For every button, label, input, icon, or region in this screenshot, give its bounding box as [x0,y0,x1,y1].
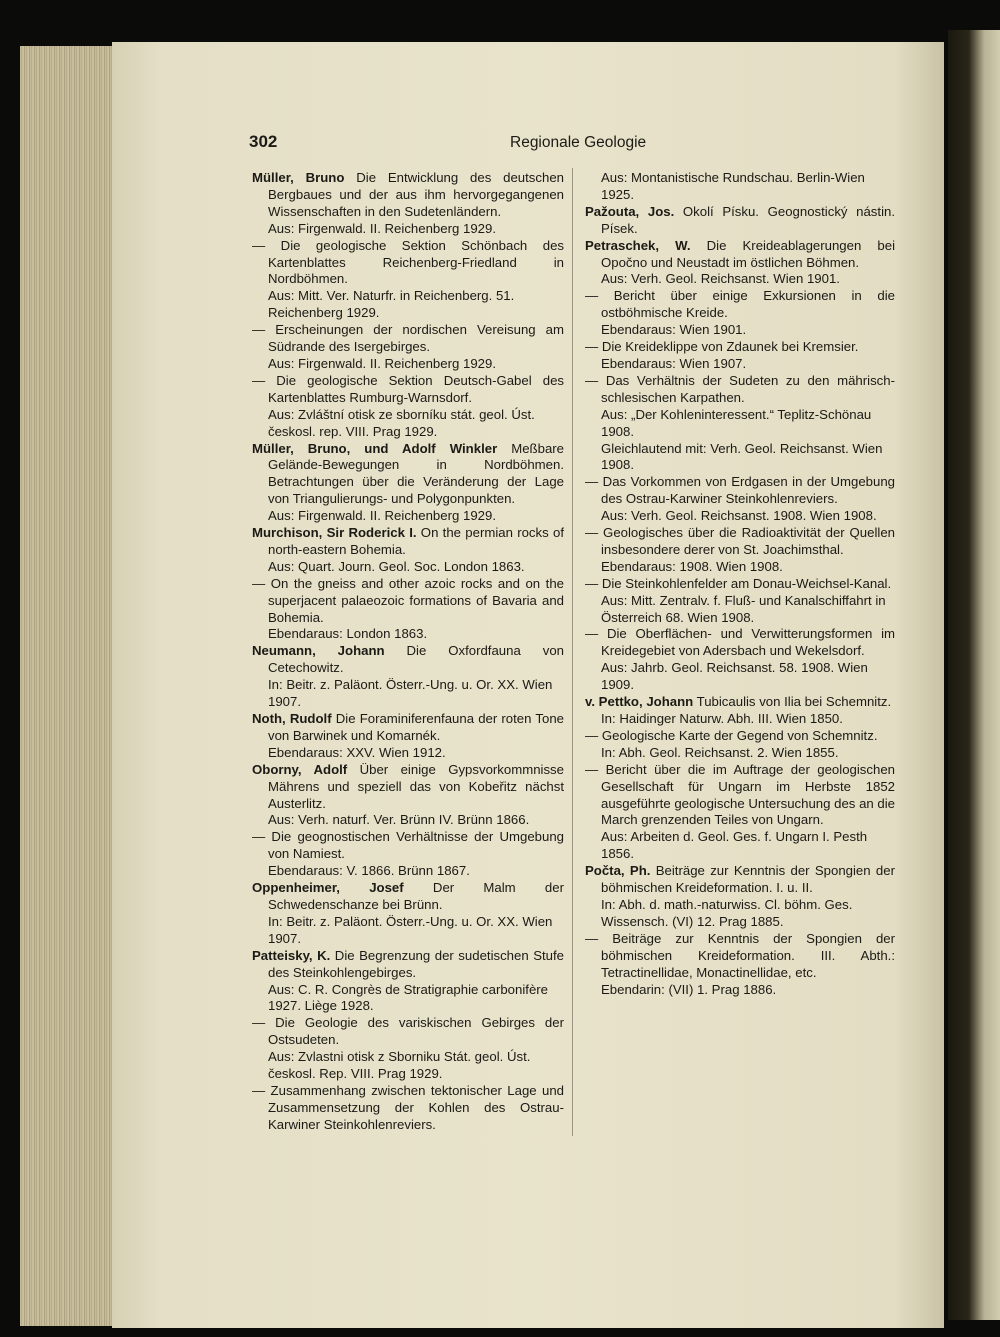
entry-author: Pažouta, Jos. [585,203,675,219]
entry-text: Ebendarin: (VII) 1. Prag 1886. [601,981,777,997]
entry-text: — Die Kreideklippe von Zdaunek bei Kremsier. [585,339,859,355]
bibliography-entry [252,829,564,863]
entry-text: Der Malm der Schwedenschanze bei Brünn. [268,880,564,912]
entry-text: In: Beitr. z. Paläont. Österr.-Ung. u. Or. XX. Wien 1907. [268,677,553,710]
entry-text: Ebendaraus: V. 1866. Brünn 1867. [268,863,470,879]
source-line [585,508,895,525]
bibliography-entry [252,373,564,407]
source-line [585,407,895,441]
source-line [585,897,895,931]
entry-text: Die Foraminiferenfauna der roten Tone von Barwinek und Komarnék. [268,711,564,743]
source-line [252,1049,564,1083]
entry-text: — Die geologische Sektion Schönbach des Kartenblattes Reichenberg-Friedland in Nordböhmen. [252,237,564,287]
entry-text: — Bericht über die im Auftrage der geologischen Gesellschaft für Ungarn im Herbste 1852 ausgeführte geologische Untersuchung des an die March grenzenden Teiles von Ungarn. [585,761,895,828]
entry-text: In: Haidinger Naturw. Abh. III. Wien 1850. [601,711,843,726]
entry-text: — Das Verhältnis der Sudeten zu den mährisch-schlesischen Karpathen. [585,372,895,405]
entry-text: — Erscheinungen der nordischen Vereisung am Südrande des Isergebirges. [252,322,564,355]
bibliography-entry [252,441,564,509]
entry-author: Oborny, Adolf [252,761,348,777]
entry-text: Aus: Firgenwald. II. Reichenberg 1929. [268,508,496,524]
source-line [252,508,564,525]
source-line [585,271,895,288]
bibliography-entry [252,711,564,745]
bibliography-entry [252,643,564,677]
page-number: 302 [249,132,278,151]
entry-text: Die Begrenzung der sudetischen Stufe des Steinkohlengebirges. [268,947,564,980]
running-title: Regionale Geologie [510,134,647,151]
entry-text: — Die Oberflächen- und Verwitterungsformen im Kreidegebiet von Adersbach und Wekelsdorf. [585,626,895,659]
bibliography-entry [252,238,564,289]
entry-text: Okolí Písku. Geognostický nástin. Písek. [601,203,895,236]
source-line [585,170,895,204]
bibliography-entry [585,238,895,272]
entry-text: Über einige Gypsvorkommnisse Mährens und speziell das von Kobeřitz nächst Austerlitz. [268,761,564,811]
entry-text: On the permian rocks of north-eastern Bohemia. [268,525,564,557]
entry-text: Gleichlautend mit: Verh. Geol. Reichsanst. Wien 1908. [601,440,883,473]
entry-author: Petraschek, W. [585,237,691,253]
entry-text: — Geologische Karte der Gegend von Schemnitz. [585,727,878,743]
source-line [252,288,564,322]
entry-text: Aus: Verh. naturf. Ver. Brünn IV. Brünn 1866. [268,812,530,828]
bibliography-entry [252,880,564,914]
bibliography-entry [585,728,895,745]
entry-text: Aus: Firgenwald. II. Reichenberg 1929. [268,220,496,236]
bibliography-entry [252,525,564,559]
entry-text: — Beiträge zur Kenntnis der Spongien der böhmischen Kreideformation. III. Abth.: Tetractinellidae, Monactinellidae, etc. [585,930,895,980]
source-line [585,829,895,863]
source-line [252,745,564,762]
source-line [252,812,564,829]
entry-text: Ebendaraus: London 1863. [268,626,428,642]
entry-author: v. Pettko, Johann [585,694,694,710]
entry-text: Ebendaraus: Wien 1901. [601,322,747,338]
source-line [252,559,564,576]
bibliography-entry [585,863,895,897]
entry-text: — On the gneiss and other azoic rocks and on the superjacent palaeozoic formations of Bavaria and Bohemia. [252,575,564,625]
entry-text: — Die Geologie des variskischen Gebirges der Ostsudeten. [252,1015,564,1048]
entry-text: Aus: Quart. Journ. Geol. Soc. London 1863. [268,558,525,574]
entry-text: Aus: Arbeiten d. Geol. Ges. f. Ungarn I. Pesth 1856. [601,829,868,862]
source-line [252,626,564,643]
bibliography-entry [585,474,895,508]
entry-author: Noth, Rudolf [252,711,332,726]
entry-text: Aus: Zvláštní otisk ze sborníku stát. geol. Úst. českosl. rep. VIII. Prag 1929. [268,406,535,439]
entry-text: Meßbare Gelände-Bewegungen in Nordböhmen. Betrachtungen über die Veränderung der Lage von Triangulierungs- und Polygonpunkten. [268,440,565,507]
bibliography-entry [585,931,895,982]
bibliography-entry [252,576,564,627]
bibliography-entry [252,170,564,221]
entry-author: Neumann, Johann [252,643,385,659]
entry-text: In: Abh. d. math.-naturwiss. Cl. böhm. Ges. Wissensch. (VI) 12. Prag 1885. [601,896,853,929]
bibliography-entry [585,373,895,407]
entry-text: Tubicaulis von Ilia bei Schemnitz. [693,694,892,710]
bibliography-entry [585,288,895,322]
bibliography-entry [252,948,564,982]
entry-text: — Die Steinkohlenfelder am Donau-Weichsel-Kanal. [585,575,892,591]
source-line [252,914,564,948]
entry-text: Aus: C. R. Congrès de Stratigraphie carbonifère 1927. Liège 1928. [268,981,549,1014]
bibliography-entry [252,1083,564,1134]
entry-text: Aus: Zvlastni otisk z Sborniku Stát. geol. Úst. českosl. Rep. VIII. Prag 1929. [268,1049,531,1082]
entry-author: Müller, Bruno, und Adolf Winkler [252,440,498,456]
source-line [585,441,895,475]
source-line [585,745,895,762]
entry-author: Patteisky, K. [252,947,331,963]
entry-author: Počta, Ph. [585,863,651,879]
entry-text: Aus: „Der Kohleninteressent.“ Teplitz-Schönau 1908. [601,406,872,439]
bibliography-entry [252,762,564,813]
entry-author: Müller, Bruno [252,170,345,185]
source-line [252,356,564,373]
entry-text: Beiträge zur Kenntnis der Spongien der böhmischen Kreideformation. I. u. II. [601,863,895,896]
entry-author: Murchison, Sir Roderick I. [252,525,417,541]
right-column [585,170,895,998]
bibliography-entry [585,204,895,238]
entry-text: Ebendaraus: Wien 1907. [601,355,747,371]
bibliography-entry [585,525,895,559]
entry-text: Die Entwicklung des deutschen Bergbaues und der aus ihm hervorgegangenen Wissenschaften in den Sudetenländern. [268,170,564,219]
source-line [252,407,564,441]
bibliography-entry [252,322,564,356]
entry-text: — Bericht über einige Exkursionen in die ostböhmische Kreide. [585,288,895,321]
source-line [585,711,895,728]
entry-text: — Die geognostischen Verhältnisse der Umgebung von Namiest. [252,829,564,862]
entry-text: — Die geologische Sektion Deutsch-Gabel des Kartenblattes Rumburg-Warnsdorf. [252,372,564,405]
left-column [252,170,564,1134]
entry-text: Aus: Montanistische Rundschau. Berlin-Wien 1925. [601,170,865,202]
column-divider [572,168,573,1136]
bibliography-entry [585,694,895,711]
entry-text: Aus: Verh. Geol. Reichsanst. 1908. Wien 1908. [601,508,877,524]
source-line [585,322,895,339]
entry-text: Ebendaraus: 1908. Wien 1908. [601,558,783,574]
bibliography-entry [585,339,895,356]
entry-text: Aus: Jahrb. Geol. Reichsanst. 58. 1908. Wien 1909. [601,660,868,693]
source-line [252,982,564,1016]
bibliography-entry [585,762,895,830]
entry-text: In: Beitr. z. Paläont. Österr.-Ung. u. Or. XX. Wien 1907. [268,913,553,946]
bibliography-entry [585,626,895,660]
entry-text: Die Oxfordfauna von Cetechowitz. [268,643,564,676]
source-line [585,559,895,576]
entry-text: Aus: Mitt. Ver. Naturfr. in Reichenberg. 51. Reichenberg 1929. [268,288,515,321]
entry-text: — Zusammenhang zwischen tektonischer Lage und Zusammensetzung der Kohlen des Ostrau-Karwiner Steinkohlenreviers. [252,1082,564,1132]
entry-text: — Das Vorkommen von Erdgasen in der Umgebung des Ostrau-Karwiner Steinkohlenreviers. [585,474,895,507]
running-head [0,132,1000,156]
page-edges [20,46,118,1326]
entry-text: Aus: Verh. Geol. Reichsanst. Wien 1901. [601,271,840,287]
entry-text: Ebendaraus: XXV. Wien 1912. [268,744,446,760]
entry-text: Aus: Firgenwald. II. Reichenberg 1929. [268,355,496,371]
source-line [585,982,895,999]
entry-text: In: Abh. Geol. Reichsanst. 2. Wien 1855. [601,744,839,760]
bibliography-entry [585,576,895,593]
source-line [585,356,895,373]
source-line [252,863,564,880]
entry-text: Aus: Mitt. Zentralv. f. Fluß- und Kanalschiffahrt in Österreich 68. Wien 1908. [601,592,886,625]
entry-text: Die Kreideablagerungen bei Opočno und Neustadt im östlichen Böhmen. [601,237,895,270]
entry-author: Oppenheimer, Josef [252,880,404,896]
source-line [585,593,895,627]
bibliography-entry [252,1015,564,1049]
facing-page-edge [948,30,1000,1320]
source-line [252,677,564,711]
source-line [585,660,895,694]
source-line [252,221,564,238]
entry-text: — Geologisches über die Radioaktivität der Quellen insbesondere derer von St. Joachimsthal. [585,525,895,557]
